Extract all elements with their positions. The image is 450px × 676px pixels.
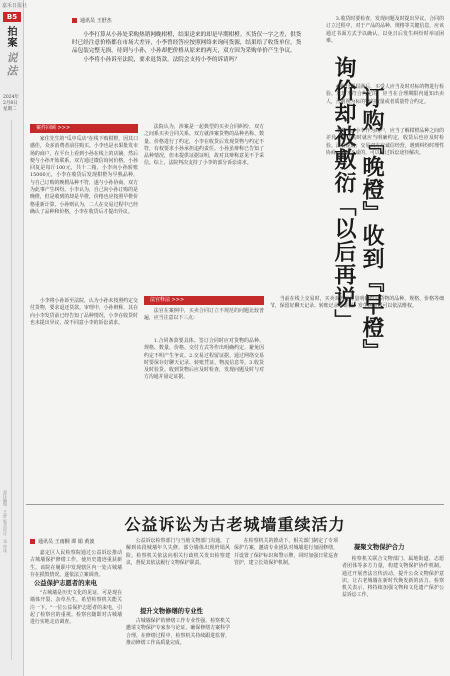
judge-points-text: 1.合同条款要具体。签订合同时应对货物的品种、规格、数量、价格、交付方式等作出明确约定，避免因约定不明产生争议。2.交易过程留证据。通过网络交易时要保存好聊天记录、转账凭证、物流信息等。3.收货及时验货。收到货物后应及时检查，发现问题及时与对方沟通并固定证据。 <box>144 338 264 381</box>
article-lead <box>72 31 306 65</box>
page-number: B5 <box>3 12 21 22</box>
editor-info: 责任编辑：王舒 版式设计：邓 审读： <box>3 490 8 557</box>
bottom-byline <box>30 538 94 545</box>
paper-name: 嘉禾日报社 <box>2 3 28 9</box>
procuratorate-text: 公益诉讼检察部门与当地文物部门沟通，了解到该段城墙年久失修，部分墙体出现坍塌风险。检察机关依法向相关行政机关发出检察建议，督促其依法履行文物保护职责。 <box>126 538 230 566</box>
section-title: 拍案 <box>5 26 16 48</box>
subheading-volunteer: 公益保护志愿者的来电 <box>34 580 97 587</box>
sidebar-rule <box>11 120 12 660</box>
subheading-cooperation: 凝聚文物保护合力 <box>354 544 405 551</box>
section-subtitle: 说法 <box>5 52 18 78</box>
volunteer-text: "古城墙是历史文化的见证，可是现在墙体开裂、杂草丛生，希望检察机关能关注一下。"一位公益保护志愿者的来电，引起了检察官的重视。检察官随即对古城墙进行实地走访调查。 <box>30 590 122 626</box>
byline-marker <box>72 18 77 23</box>
repair-text: 在检察机关的推动下，相关部门制定了专项保护方案，邀请专业团队对城墙进行加固修缮，并设置了保护标识和警示牌，同时加强日常巡查管护，建立长效保护机制。 <box>234 538 338 566</box>
section-divider <box>26 504 444 505</box>
section-tag-case: 案件回顾 >>> <box>30 124 138 133</box>
byline-text: 通讯员 王舒杰 <box>80 18 112 24</box>
byline-marker <box>30 539 35 544</box>
top-byline <box>72 17 112 24</box>
judge-lead-text: 法官在案例中，买卖合同订立不规范的问题比较普遍，应当注意以下三点： <box>144 308 264 322</box>
subheading-expertise: 提升文物修缮的专业性 <box>140 608 203 615</box>
lawyer-text-top: 3.收货时要检查，发现问题及时提出异议。合同的订立过程中，对于产品的品种、规格等关键信息，应该通过书面方式予以确认，以免日后发生纠纷时举证困难。 <box>326 16 444 44</box>
byline-text: 通讯员 王雨桐 谭 娟 黄波 <box>38 539 95 545</box>
page-sidebar <box>0 0 28 676</box>
lawyer-text-2: 4.履行期届满后，买受人应当及时对标的物进行检验，发现不符合约定的，应当在合理期限内通知出卖人，否则视为标的物的数量或者质量符合约定。 <box>326 84 444 105</box>
bottom-headline: 公益诉讼为古老城墙重续活力 <box>124 515 346 534</box>
section-tag-judge: 法官释法 >>> <box>144 296 264 305</box>
issue-date: 2024年 2月8日 星期二 <box>3 95 19 112</box>
lawyer-text-4: 当前在线上交易时，买卖双方应尽量明确约定货物的品种、规格、价格等细节，保留好聊天记录、转账记录等证据，发生纠纷时可以依法维权。 <box>270 296 444 310</box>
expertise-text: 古城墙保护的修缮工作专业性强，检察机关邀请文物保护专家参与论证，确保修缮方案科学合理。在修缮过程中，检察机关持续跟进监督，推动修缮工作高质量完成。 <box>126 618 230 646</box>
lawyer-text-3: 本案中，小李作为商户，应当了解柑橙品种之间的差异，在订购时就应当明确约定，收货后也应及时检验。法官提醒，交易双方应诚信经营，遇到纠纷时理性协商，协商不成的，可以通过诉讼途径解决。 <box>326 128 444 156</box>
headline-line-1: 询价却被敷衍「以后再说」 <box>331 56 357 332</box>
case-review-text: 家住先生的"瓜中瓜店"在线下购柑橙，因其口感佳，众多消费者前往购买。小李也是水果批发市场的商户，在平台上看到小孙在线上的店铺，然后便与小孙开始联系，双方通过微信询问价格，小孙回复是每斤100元，共十二箱，小李向小孙转账15000元，小李在收货后发现柑橙为早熟品种，与自己订购的晚橙品种不符，遂与小孙协商，双方为此事产生纠纷。小李认为，自己向小孙订购的是晚橙，但是收到的却是早橙，价格也应按照早橙价格重新计算，小孙则认为，二人在交易过程中已经确认了品种和价格，小李在收货后才提出异议。 <box>30 136 138 215</box>
case-review-text-2: 小李将小孙诉至法院，认为小孙未按照约定交付货物，要求退还货款。审理中，小孙辩称，其在向小李发货前已经告知了品种情况，小李在收货时也未提出异议，故不同意小李的诉讼请求。 <box>30 298 138 326</box>
lead-paragraph: 小李打算从小孙处采购热销网晚柑橙，结果送来的却是早期柑橙。买货仅一字之差，供货时已经注意价格都在市场大差异，小李曾经答应按照网络来询问货源，结果给了收货单位，货品包装完整无损，待到与小孙，小孙却把价格从原来的两天，双方因为采购单价产生争议。 <box>72 32 302 55</box>
court-finding-text: 法院认为，涉案是一起典型的买卖合同纠纷，双方之间系买卖合同关系。双方就涉案货物的品种名称、数量、价格进行了约定，小李在收货后发现货物与约定不符，有权要求小孙承担违约责任。小孙虽辩称已告知了品种情况，但未提供证据证明，故对其辩称意见不予采信。综上，法院判决支持了小李的部分诉讼请求。 <box>144 124 264 167</box>
cooperation-text: 检察机关联合文物部门、属地街道、志愿者团体等多方力量，构建文物保护协作机制。通过开展普法宣传活动，提升公众文物保护意识，让古老城墙在新时代焕发新的活力。检察机关表示，将持续加强文物和文化遗产保护公益诉讼工作。 <box>342 556 444 599</box>
headline-line-2: 订购『晚橙』收到『早橙』 <box>359 86 385 362</box>
bottom-intro: 嘉定区人民检察院通过公益诉讼推动古城墙保护修缮工作，使历史遗迹重获新生。该院在履职中发现辖区内一处古城墙存在损毁情况，遂依法立案调查。 <box>30 550 122 578</box>
lead-paragraph: 小李将小孙诉至法院，要求退货款。法院会支持小李的诉请吗？ <box>83 57 240 64</box>
